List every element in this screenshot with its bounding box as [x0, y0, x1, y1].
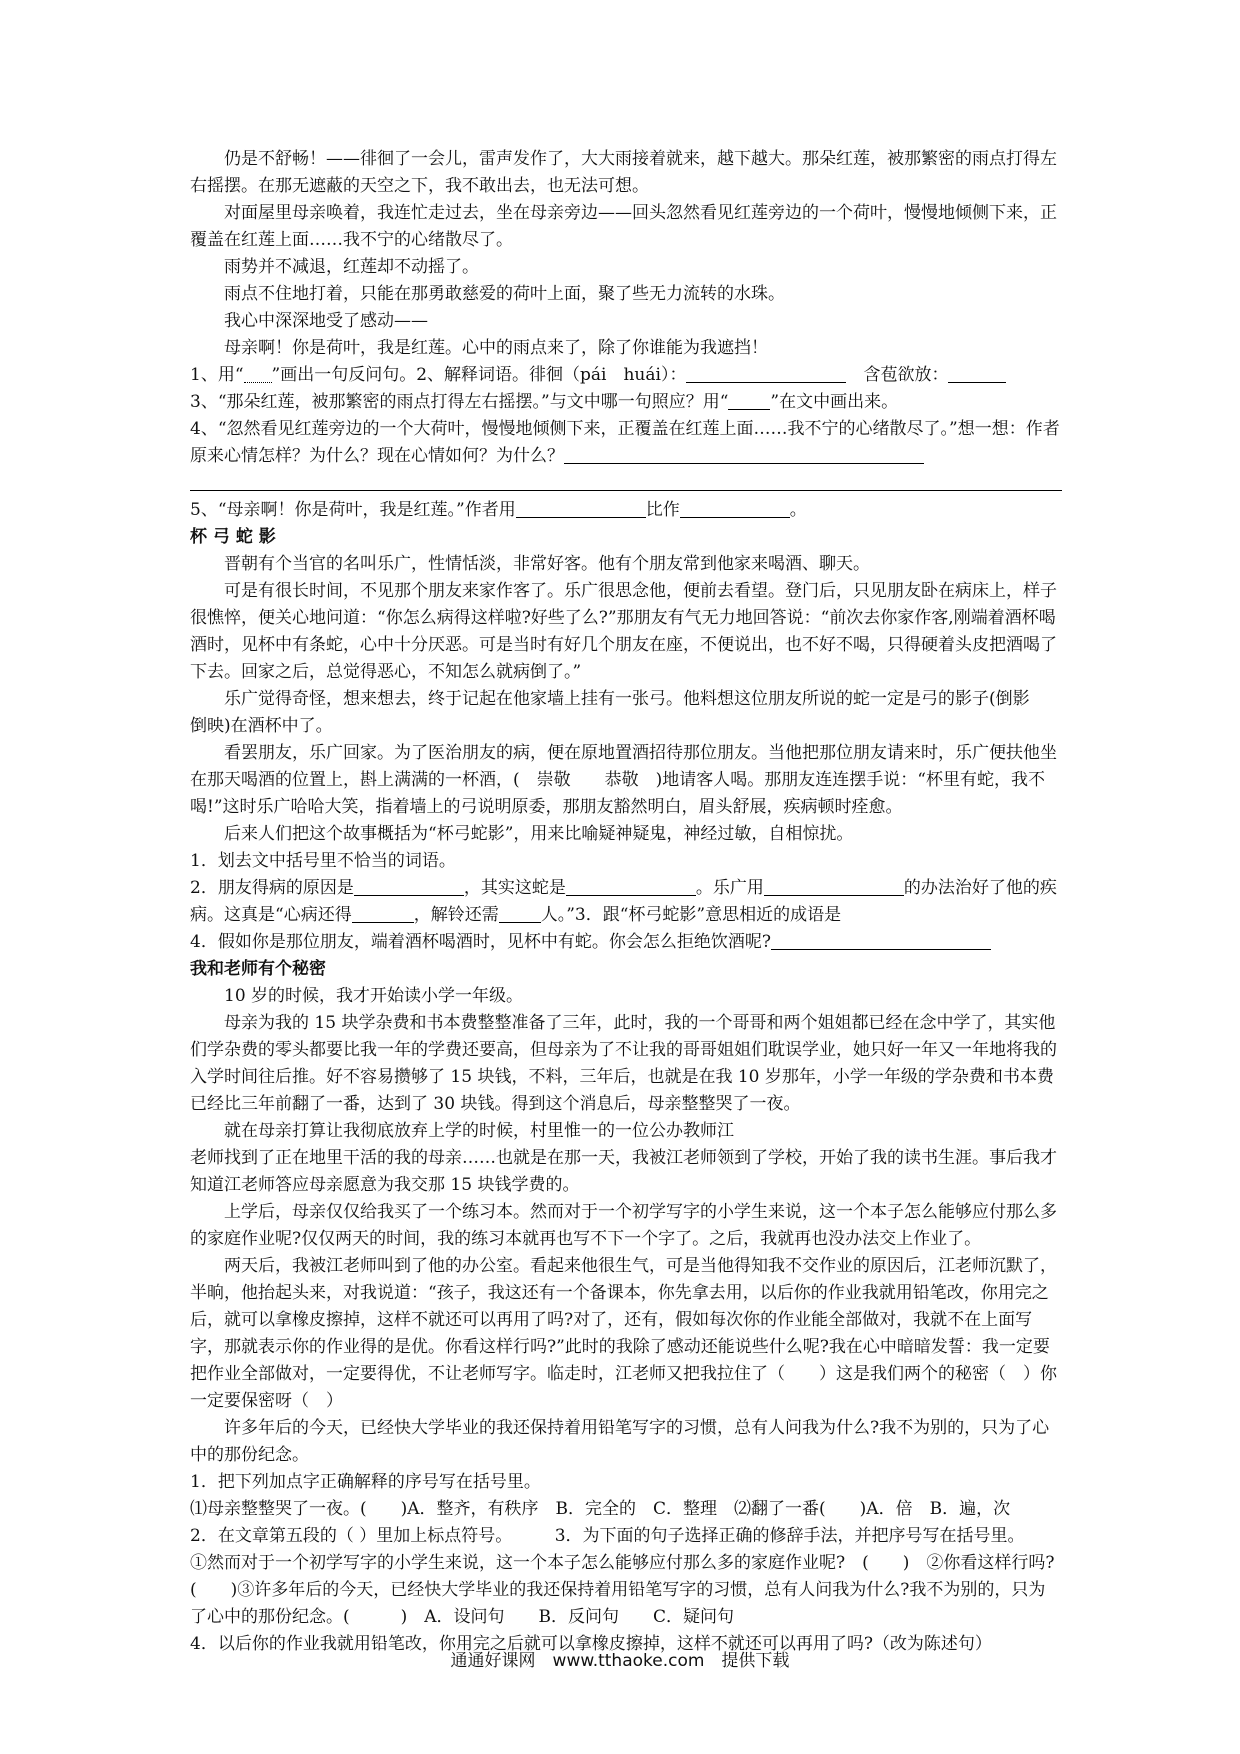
paragraph: 雨势并不减退，红莲却不动摇了。 — [224, 257, 479, 277]
paragraph: 许多年后的今天，已经快大学毕业的我还保持着用铅笔写字的习惯，总有人问我为什么?我不为别的，只为了心中的那份纪念。 — [190, 1418, 1050, 1465]
answer-blank[interactable] — [771, 931, 991, 950]
paragraph: 看罢朋友，乐广回家。为了医治朋友的病，便在原地置酒招待那位朋友。当他把那位朋友请来时，乐广便扶他坐在那天喝酒的位置上，斟上满满的一杯酒，( 崇敬 恭敬 )地请客人喝。那朋友连连摆手说：“杯里有蛇，我不喝!”这时乐广哈哈大笑，指着墙上的弓说明原委，那朋友豁然明白，眉头舒展，疾病顿时痊愈。 — [190, 743, 1057, 817]
question-1: 1．划去文中括号里不恰当的词语。 — [190, 851, 456, 871]
section-title: 杯 弓 蛇 影 — [190, 527, 276, 547]
answer-blank[interactable] — [680, 499, 790, 518]
paragraph: 就在母亲打算让我彻底放弃上学的时候，村里惟一的一位公办教师江 — [224, 1121, 734, 1141]
question-5: 5、“母亲啊！你是荷叶，我是红莲。”作者用 比作 。 — [190, 500, 807, 520]
paragraph: 母亲为我的 15 块学杂费和书本费整整准备了三年，此时，我的一个哥哥和两个姐姐都已经在念中学了，其实他们学杂费的零头都要比我一年的学费还要高，但母亲为了不让我的哥哥姐姐们耽误学业，她只好一年又一年地将我的入学时间往后推。好不容易攒够了 15 块钱，不料，三年后，也就是在我 10 岁那年，小学一年级的学杂费和书本费已经比三年前翻了一番，达到了 30 块钱。得到这个消息后，母亲整整哭了一夜。 — [190, 1013, 1057, 1114]
paragraph: 我心中深深地受了感动—— — [224, 311, 428, 331]
paragraph: 母亲啊！你是荷叶，我是红莲。心中的雨点来了，除了你谁能为我遮挡！ — [224, 338, 768, 358]
document-body — [190, 146, 1072, 1658]
paragraph: 乐广觉得奇怪，想来想去，终于记起在他家墙上挂有一张弓。他料想这位朋友所说的蛇一定是弓的影子(倒影 倒映)在酒杯中了。 — [190, 689, 1047, 736]
story-red-lotus — [190, 146, 1062, 524]
paragraph: 上学后，母亲仅仅给我买了一个练习本。然而对于一个初学写字的小学生来说，这一个本子怎么能够应付那么多的家庭作业呢?仅仅两天的时间，我的练习本就再也写不下一个字了。之后，我就再也没办法交上作业了。 — [190, 1202, 1057, 1249]
question-4: 4．假如你是那位朋友，端着酒杯喝酒时，见杯中有蛇。你会怎么拒绝饮酒呢? — [190, 929, 1062, 956]
story-cup-bow-snake — [190, 524, 1062, 956]
paragraph: 晋朝有个当官的名叫乐广，性情恬淡，非常好客。他有个朋友常到他家来喝酒、聊天。 — [224, 554, 870, 574]
question-4: 4、“忽然看见红莲旁边的一个大荷叶，慢慢地倾侧下来，正覆盖在红莲上面……我不宁的心绪散尽了。”想一想：作者原来心情怎样？为什么？现在心情如何？为什么？ — [190, 419, 1060, 466]
paragraph: 10 岁的时候，我才开始读小学一年级。 — [224, 986, 524, 1006]
answer-blank[interactable] — [190, 472, 1062, 491]
question-2: 2．朋友得病的原因是 ，其实这蛇是 。乐广用 的办法治好了他的疾病。这真是“心病还得 ，解铃还需 人。”3．跟“杯弓蛇影”意思相近的成语是 — [190, 878, 1057, 925]
wavy-line-mark — [244, 364, 272, 383]
answer-blank[interactable] — [499, 904, 541, 923]
footer-credit: 通通好课网 www.tthaoke.com 提供下载 — [450, 1651, 790, 1671]
question-4: 4．以后你的作业我就用铅笔改，你用完之后就可以拿橡皮擦掉，这样不就还可以再用了吗?（改为陈述句） — [190, 1634, 992, 1654]
line-mark — [728, 391, 770, 410]
paragraph: 对面屋里母亲唤着，我连忙走过去，坐在母亲旁边——回头忽然看见红莲旁边的一个荷叶，慢慢地倾侧下来，正覆盖在红莲上面……我不宁的心绪散尽了。 — [190, 203, 1057, 250]
paragraph: 雨点不住地打着，只能在那勇敢慈爱的荷叶上面，聚了些无力流转的水珠。 — [224, 284, 785, 304]
paragraph: 仍是不舒畅！——徘徊了一会儿，雷声发作了，大大雨接着就来，越下越大。那朵红莲，被那繁密的雨点打得左右摇摆。在那无遮蔽的天空之下，我不敢出去，也无法可想。 — [190, 149, 1057, 196]
question-3: 3、“那朵红莲，被那繁密的雨点打得左右摇摆。”与文中哪一句照应？用“ ”在文中画出来。 — [190, 392, 899, 412]
answer-blank[interactable] — [566, 877, 696, 896]
answer-blank[interactable] — [354, 877, 464, 896]
section-title: 我和老师有个秘密 — [190, 959, 326, 979]
question-2-3: 2．在文章第五段的（ ）里加上标点符号。 3．为下面的句子选择正确的修辞手法，并把序号写在括号里。 — [190, 1526, 1025, 1546]
question-1: 1、用“ ”画出一句反问句。2、解释词语。徘徊（pái huái）： 含苞欲放： — [190, 362, 1062, 389]
question-3-items: ①然而对于一个初学写字的小学生来说，这一个本子怎么能够应付那么多的家庭作业呢? ( ) ②你看这样行吗? ( )③许多年后的今天，已经快大学毕业的我还保持着用铅笔写字的习惯，总有人问我为什么?我不为别的，只为了心中的那份纪念。( ) A．设问句 B．反问句 C．疑问句 — [190, 1553, 1072, 1627]
answer-blank[interactable] — [686, 364, 846, 383]
paragraph: 可是有很长时间，不见那个朋友来家作客了。乐广很思念他，便前去看望。登门后，只见朋友卧在病床上，样子很憔悴，便关心地问道：“你怎么病得这样啦?好些了么?”那朋友有气无力地回答说：“前次去你家作客,刚端着酒杯喝酒时，见杯中有条蛇，心中十分厌恶。可是当时有好几个朋友在座，不便说出，也不好不喝，只得硬着头皮把酒喝了下去。回家之后，总觉得恶心，不知怎么就病倒了。” — [190, 581, 1057, 682]
answer-blank[interactable] — [764, 877, 904, 896]
answer-blank[interactable] — [352, 904, 414, 923]
answer-blank[interactable] — [516, 499, 646, 518]
paragraph: 两天后，我被江老师叫到了他的办公室。看起来他很生气，可是当他得知我不交作业的原因后，江老师沉默了，半晌，他抬起头来，对我说道：“孩子，我这还有一个备课本，你先拿去用，以后你的作业我就用铅笔改，你用完之后，就可以拿橡皮擦掉，这样不就还可以再用了吗?对了，还有，假如每次你的作业能全部做对，我就不在上面写字，那就表示你的作业得的是优。你看这样行吗?”此时的我除了感动还能说些什么呢?我在心中暗暗发誓：我一定要把作业全部做对，一定要得优，不让老师写字。临走时，江老师又把我拉住了（ ）这是我们两个的秘密（ ）你一定要保密呀（ ） — [190, 1256, 1057, 1411]
answer-blank[interactable] — [564, 445, 924, 464]
story-teacher-secret — [190, 956, 1072, 1658]
paragraph: 老师找到了正在地里干活的我的母亲……也就是在那一天，我被江老师领到了学校，开始了我的读书生涯。事后我才知道江老师答应母亲愿意为我交那 15 块钱学费的。 — [190, 1148, 1057, 1195]
paragraph: 后来人们把这个故事概括为“杯弓蛇影”，用来比喻疑神疑鬼，神经过敏，自相惊扰。 — [224, 824, 854, 844]
answer-line — [190, 470, 1062, 497]
answer-blank[interactable] — [948, 364, 1006, 383]
question-1: 1．把下列加点字正确解释的序号写在括号里。 — [190, 1472, 541, 1492]
question-1-options: ⑴母亲整整哭了一夜。( )A．整齐，有秩序 B．完全的 C．整理 ⑵翻了一番( )A．倍 B．遍，次 — [190, 1499, 1011, 1519]
